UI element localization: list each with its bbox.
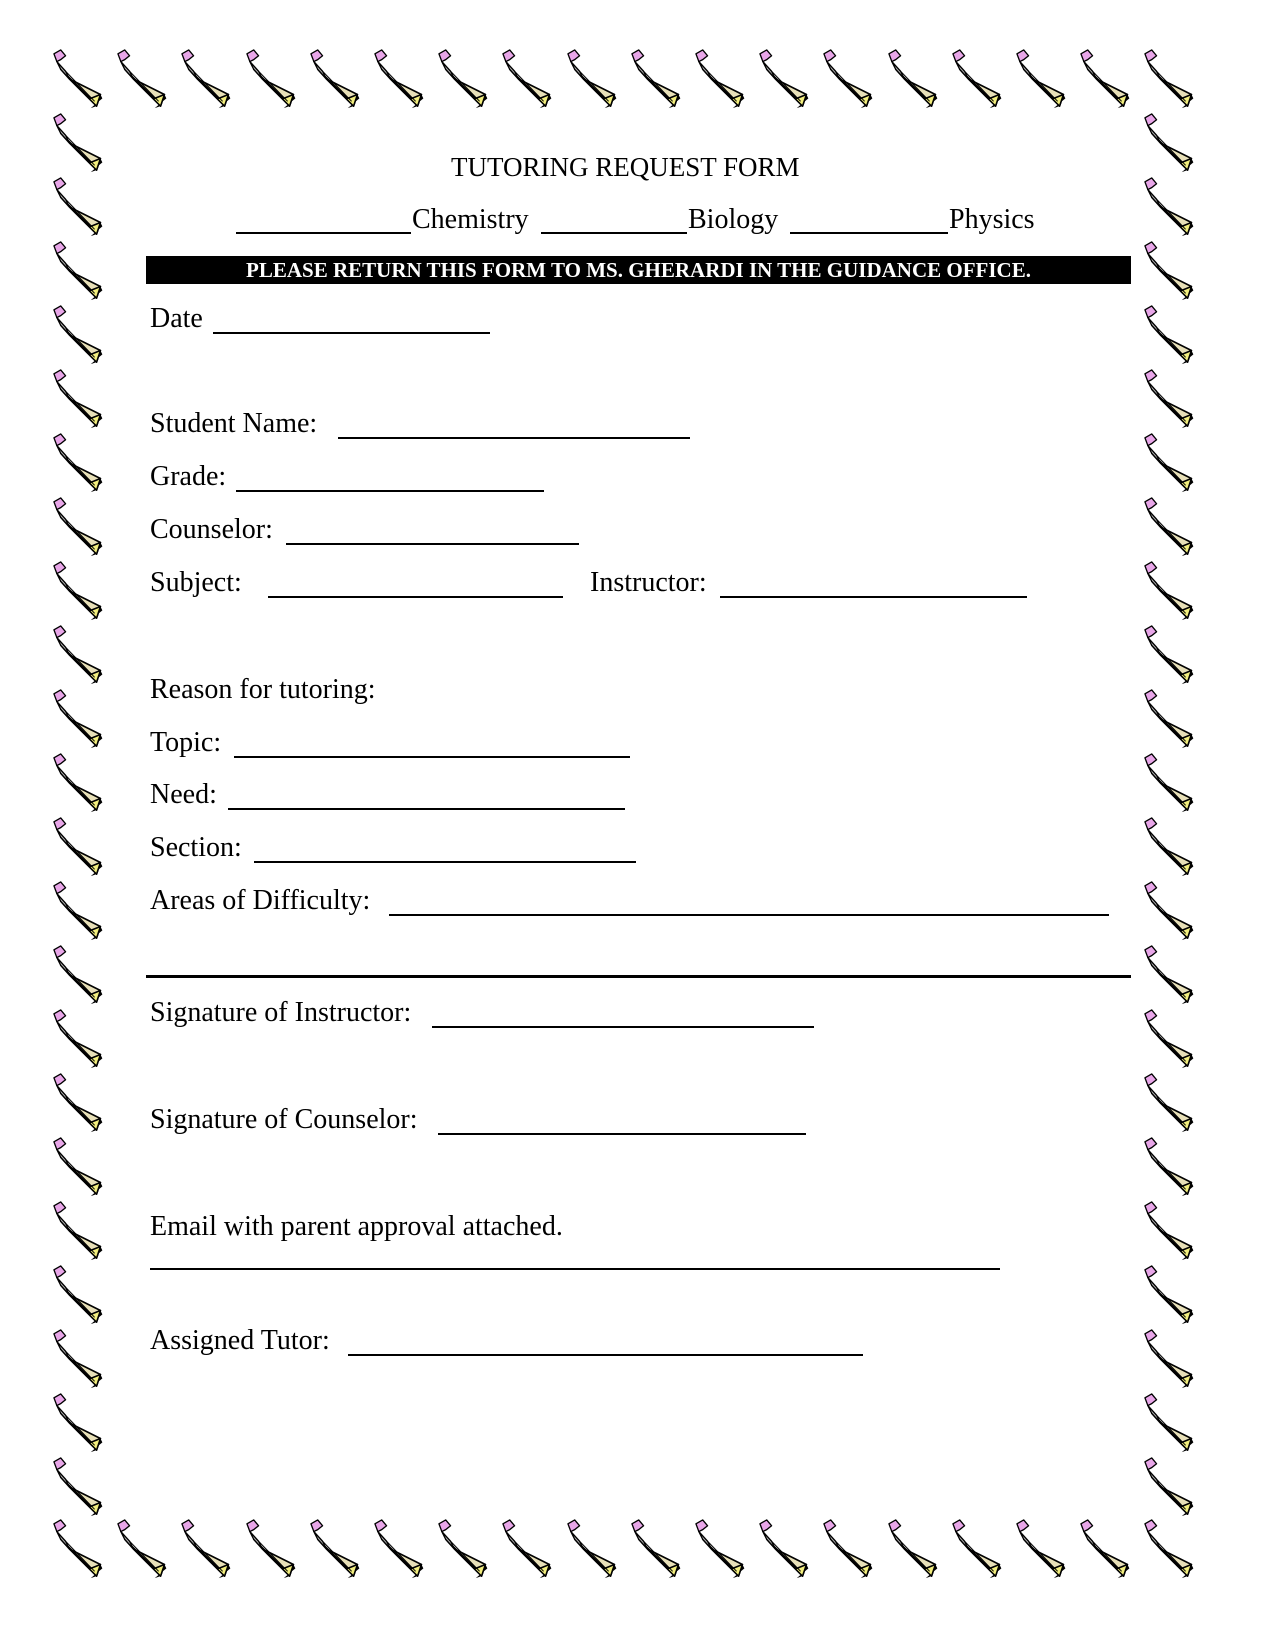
pencil-icon <box>373 48 435 110</box>
reason-for-tutoring-label: Reason for tutoring: <box>150 674 376 705</box>
need-field[interactable] <box>228 808 625 810</box>
topic-label: Topic: <box>150 727 222 758</box>
pencil-icon <box>52 1008 114 1070</box>
physics-blank[interactable] <box>790 232 948 234</box>
pencil-icon <box>180 1518 242 1580</box>
assigned-tutor-label: Assigned Tutor: <box>150 1325 330 1356</box>
pencil-icon <box>1015 48 1077 110</box>
pencil-icon <box>1143 304 1205 366</box>
pencil-icon <box>1143 880 1205 942</box>
pencil-icon <box>52 752 114 814</box>
pencil-icon <box>887 48 949 110</box>
subject-option-biology: Biology <box>688 204 779 235</box>
pencil-icon <box>52 496 114 558</box>
pencil-icon <box>1143 496 1205 558</box>
pencil-icon <box>1143 48 1205 110</box>
pencil-icon <box>1143 240 1205 302</box>
topic-field[interactable] <box>234 756 630 758</box>
pencil-icon <box>758 48 820 110</box>
pencil-icon <box>309 1518 371 1580</box>
pencil-icon <box>437 48 499 110</box>
need-label: Need: <box>150 779 217 810</box>
parent-approval-email-field[interactable] <box>150 1268 1000 1270</box>
pencil-icon <box>501 48 563 110</box>
pencil-icon <box>1143 1200 1205 1262</box>
pencil-icon <box>52 176 114 238</box>
pencil-icon <box>1143 368 1205 430</box>
parent-approval-email-label: Email with parent approval attached. <box>150 1211 563 1242</box>
pencil-icon <box>630 48 692 110</box>
pencil-icon <box>52 304 114 366</box>
pencil-icon <box>52 240 114 302</box>
pencil-icon <box>566 1518 628 1580</box>
pencil-icon <box>822 1518 884 1580</box>
pencil-icon <box>180 48 242 110</box>
instructor-field[interactable] <box>720 596 1027 598</box>
assigned-tutor-field[interactable] <box>348 1354 863 1356</box>
form-title: TUTORING REQUEST FORM <box>451 152 800 182</box>
student-name-field[interactable] <box>338 437 690 439</box>
subject-option-physics: Physics <box>949 204 1035 235</box>
chemistry-blank[interactable] <box>236 232 411 234</box>
pencil-icon <box>52 1518 114 1580</box>
pencil-icon <box>951 1518 1013 1580</box>
student-name-label: Student Name: <box>150 408 318 439</box>
pencil-icon <box>437 1518 499 1580</box>
pencil-icon <box>1143 1072 1205 1134</box>
signature-of-instructor-field[interactable] <box>432 1026 814 1028</box>
pencil-icon <box>758 1518 820 1580</box>
areas-of-difficulty-field[interactable] <box>389 914 1109 916</box>
pencil-icon <box>1143 560 1205 622</box>
pencil-icon <box>566 48 628 110</box>
pencil-icon <box>1143 816 1205 878</box>
pencil-icon <box>52 1072 114 1134</box>
pencil-icon <box>52 1328 114 1390</box>
return-instructions-banner: PLEASE RETURN THIS FORM TO MS. GHERARDI IN THE GUIDANCE OFFICE. <box>146 256 1131 284</box>
pencil-icon <box>1143 688 1205 750</box>
pencil-icon <box>1143 1136 1205 1198</box>
pencil-icon <box>1079 1518 1141 1580</box>
signature-of-instructor-label: Signature of Instructor: <box>150 997 412 1028</box>
pencil-icon <box>1143 1328 1205 1390</box>
pencil-icon <box>1143 1518 1205 1580</box>
pencil-icon <box>1079 48 1141 110</box>
pencil-icon <box>245 1518 307 1580</box>
pencil-icon <box>373 1518 435 1580</box>
subject-label: Subject: <box>150 567 242 598</box>
pencil-icon <box>1143 1008 1205 1070</box>
counselor-field[interactable] <box>286 543 579 545</box>
date-label: Date <box>150 303 203 334</box>
pencil-icon <box>116 48 178 110</box>
pencil-icon <box>887 1518 949 1580</box>
pencil-icon <box>309 48 371 110</box>
subject-option-chemistry: Chemistry <box>412 204 529 235</box>
grade-label: Grade: <box>150 461 227 492</box>
pencil-icon <box>52 368 114 430</box>
pencil-icon <box>52 624 114 686</box>
pencil-icon <box>245 48 307 110</box>
pencil-icon <box>1143 1456 1205 1518</box>
pencil-icon <box>1143 112 1205 174</box>
pencil-icon <box>52 1456 114 1518</box>
areas-of-difficulty-label: Areas of Difficulty: <box>150 885 371 916</box>
pencil-icon <box>52 112 114 174</box>
pencil-icon <box>822 48 884 110</box>
pencil-icon <box>1143 944 1205 1006</box>
pencil-icon <box>52 1200 114 1262</box>
pencil-icon <box>1143 624 1205 686</box>
pencil-icon <box>52 944 114 1006</box>
pencil-icon <box>1015 1518 1077 1580</box>
pencil-icon <box>52 1264 114 1326</box>
pencil-icon <box>1143 1392 1205 1454</box>
pencil-icon <box>116 1518 178 1580</box>
section-field[interactable] <box>254 861 636 863</box>
pencil-icon <box>52 560 114 622</box>
pencil-icon <box>1143 752 1205 814</box>
pencil-icon <box>52 688 114 750</box>
instructor-label: Instructor: <box>590 567 707 598</box>
pencil-icon <box>52 1392 114 1454</box>
pencil-icon <box>694 1518 756 1580</box>
pencil-icon <box>52 48 114 110</box>
pencil-icon <box>694 48 756 110</box>
pencil-icon <box>52 1136 114 1198</box>
section-label: Section: <box>150 832 242 863</box>
pencil-icon <box>52 880 114 942</box>
section-divider <box>146 975 1131 978</box>
biology-blank[interactable] <box>541 232 687 234</box>
pencil-icon <box>951 48 1013 110</box>
counselor-label: Counselor: <box>150 514 273 545</box>
pencil-icon <box>501 1518 563 1580</box>
grade-field[interactable] <box>236 490 544 492</box>
subject-field[interactable] <box>268 596 563 598</box>
pencil-icon <box>1143 176 1205 238</box>
pencil-icon <box>52 432 114 494</box>
pencil-icon <box>52 816 114 878</box>
signature-of-counselor-label: Signature of Counselor: <box>150 1104 418 1135</box>
pencil-icon <box>630 1518 692 1580</box>
date-field[interactable] <box>213 332 490 334</box>
pencil-icon <box>1143 432 1205 494</box>
signature-of-counselor-field[interactable] <box>438 1133 806 1135</box>
pencil-icon <box>1143 1264 1205 1326</box>
